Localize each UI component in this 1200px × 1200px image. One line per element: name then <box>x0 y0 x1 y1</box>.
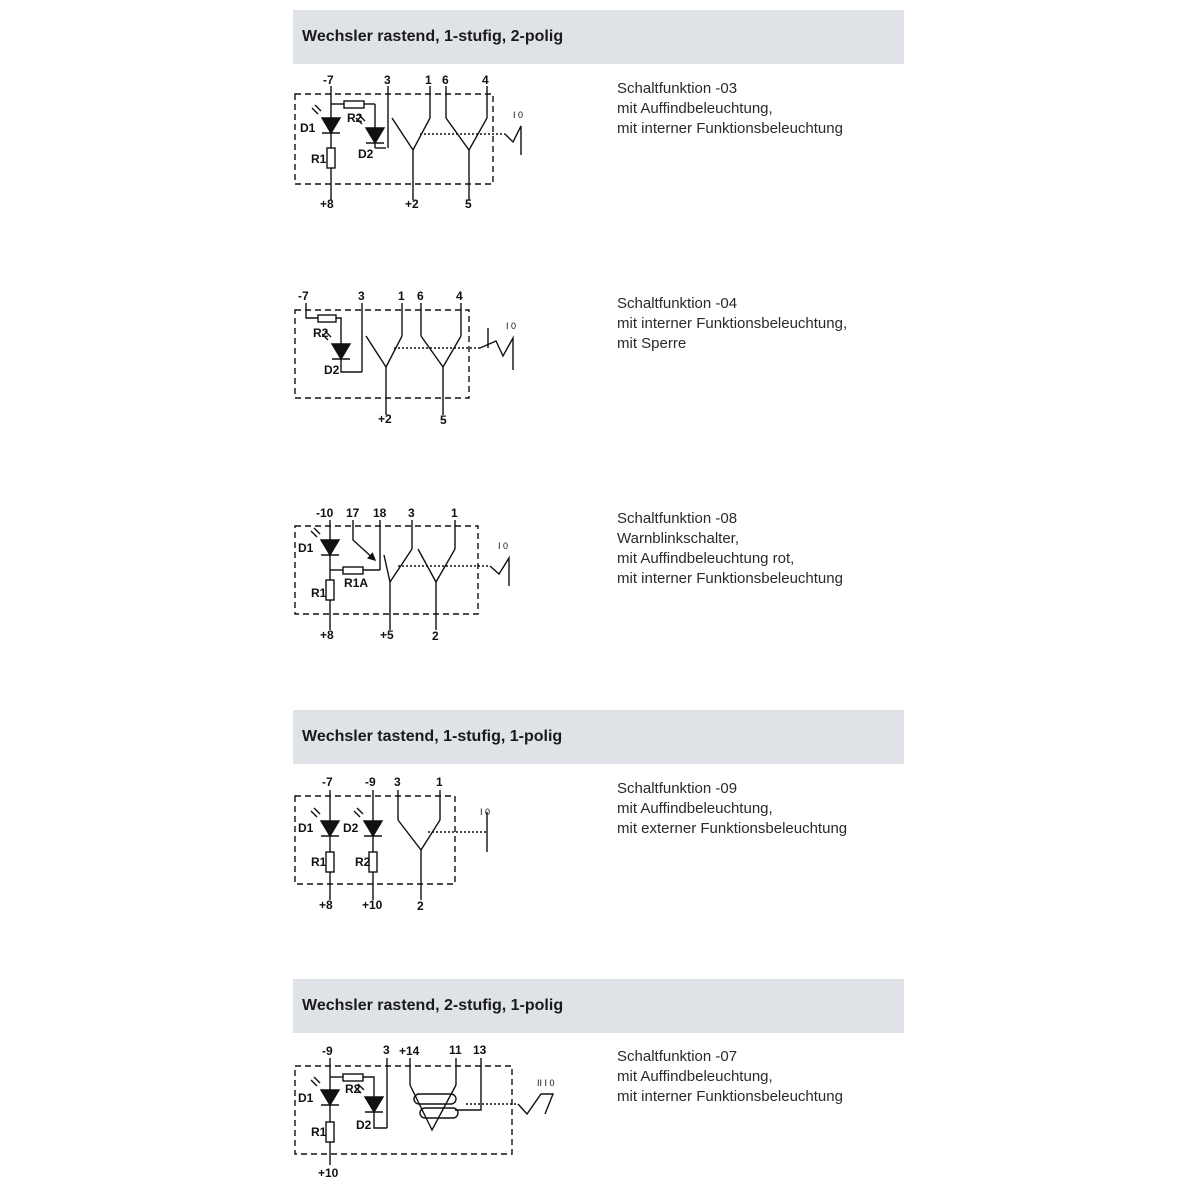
function-line: mit Sperre <box>617 335 687 352</box>
pin-label: -9 <box>322 1044 333 1058</box>
function-line: mit interner Funktionsbeleuchtung <box>617 570 843 587</box>
pin-label: +14 <box>399 1044 420 1058</box>
pin-label: 4 <box>456 289 463 303</box>
function-line: mit Auffindbeleuchtung, <box>617 100 773 117</box>
pin-label: 1 <box>425 73 432 87</box>
pin-label: 3 <box>383 1043 390 1057</box>
function-line: mit Auffindbeleuchtung rot, <box>617 550 795 567</box>
function-title: Schaltfunktion -04 <box>617 295 738 312</box>
pin-label: +8 <box>319 898 333 912</box>
pin-label: 3 <box>408 506 415 520</box>
actuator-label: I 0 <box>513 110 524 120</box>
function-title: Schaltfunktion -03 <box>617 80 738 97</box>
component-label: R1A <box>344 576 369 590</box>
component-label: D2 <box>356 1118 372 1132</box>
pin-label: 11 <box>449 1043 462 1057</box>
pin-label: 5 <box>440 413 447 427</box>
pin-label: 18 <box>373 506 387 520</box>
pin-label: -7 <box>323 73 334 87</box>
function-line: mit interner Funktionsbeleuchtung <box>617 120 843 137</box>
pin-label: 3 <box>394 775 401 789</box>
pin-label: -10 <box>316 506 334 520</box>
function-title: Schaltfunktion -08 <box>617 510 738 527</box>
actuator-label: I 0 <box>506 321 517 331</box>
schematic-09 <box>295 790 487 900</box>
pin-label: 3 <box>384 73 391 87</box>
component-label: D1 <box>300 121 316 135</box>
schematic-08 <box>295 520 509 630</box>
actuator-label: I 0 <box>480 807 491 817</box>
function-title: Schaltfunktion -07 <box>617 1048 738 1065</box>
component-label: R1 <box>311 855 327 869</box>
actuator-label: I 0 <box>498 541 509 551</box>
function-line: mit Auffindbeleuchtung, <box>617 1068 773 1085</box>
pin-label: 2 <box>432 629 439 643</box>
component-label: R2 <box>313 326 329 340</box>
pin-label: +8 <box>320 628 334 642</box>
function-line: mit interner Funktionsbeleuchtung <box>617 1088 843 1105</box>
pin-label: 5 <box>465 197 472 211</box>
schematic-07 <box>295 1058 553 1165</box>
component-label: D2 <box>324 363 340 377</box>
component-label: R1 <box>311 152 327 166</box>
component-label: R2 <box>345 1082 361 1096</box>
pin-label: 1 <box>398 289 405 303</box>
pin-label: 17 <box>346 506 360 520</box>
section-title: Wechsler rastend, 2-stufig, 1-polig <box>302 997 564 1014</box>
actuator-label: II I 0 <box>537 1078 555 1088</box>
pin-label: +10 <box>318 1166 339 1180</box>
pin-label: 3 <box>358 289 365 303</box>
section-title: Wechsler tastend, 1-stufig, 1-polig <box>302 728 563 745</box>
function-title: Schaltfunktion -09 <box>617 780 738 797</box>
component-label: R1 <box>311 1125 327 1139</box>
function-line: mit externer Funktionsbeleuchtung <box>617 820 848 837</box>
pin-label: 1 <box>451 506 458 520</box>
pin-label: -7 <box>298 289 309 303</box>
pin-label: 2 <box>417 899 424 913</box>
pin-label: 1 <box>436 775 443 789</box>
component-label: D1 <box>298 541 314 555</box>
diagram-labels <box>298 73 555 1180</box>
section-title: Wechsler rastend, 1-stufig, 2-polig <box>302 28 564 45</box>
component-label: R2 <box>347 111 363 125</box>
pin-label: -9 <box>365 775 376 789</box>
pin-label: +8 <box>320 197 334 211</box>
component-label: R2 <box>355 855 371 869</box>
pin-label: +10 <box>362 898 383 912</box>
function-line: Warnblinkschalter, <box>617 530 739 547</box>
component-label: D2 <box>358 147 374 161</box>
function-line: mit Auffindbeleuchtung, <box>617 800 773 817</box>
component-label: D1 <box>298 821 314 835</box>
component-label: D2 <box>343 821 359 835</box>
pin-label: +5 <box>380 628 394 642</box>
pin-label: 4 <box>482 73 489 87</box>
pin-label: 6 <box>417 289 424 303</box>
schematic-03 <box>295 86 524 200</box>
component-label: D1 <box>298 1091 314 1105</box>
pin-label: +2 <box>378 412 392 426</box>
function-line: mit interner Funktionsbeleuchtung, <box>617 315 848 332</box>
pin-label: +2 <box>405 197 419 211</box>
pin-label: 6 <box>442 73 449 87</box>
component-label: R1 <box>311 586 327 600</box>
pin-label: -7 <box>322 775 333 789</box>
pin-label: 13 <box>473 1043 487 1057</box>
schematic-04 <box>295 303 513 415</box>
